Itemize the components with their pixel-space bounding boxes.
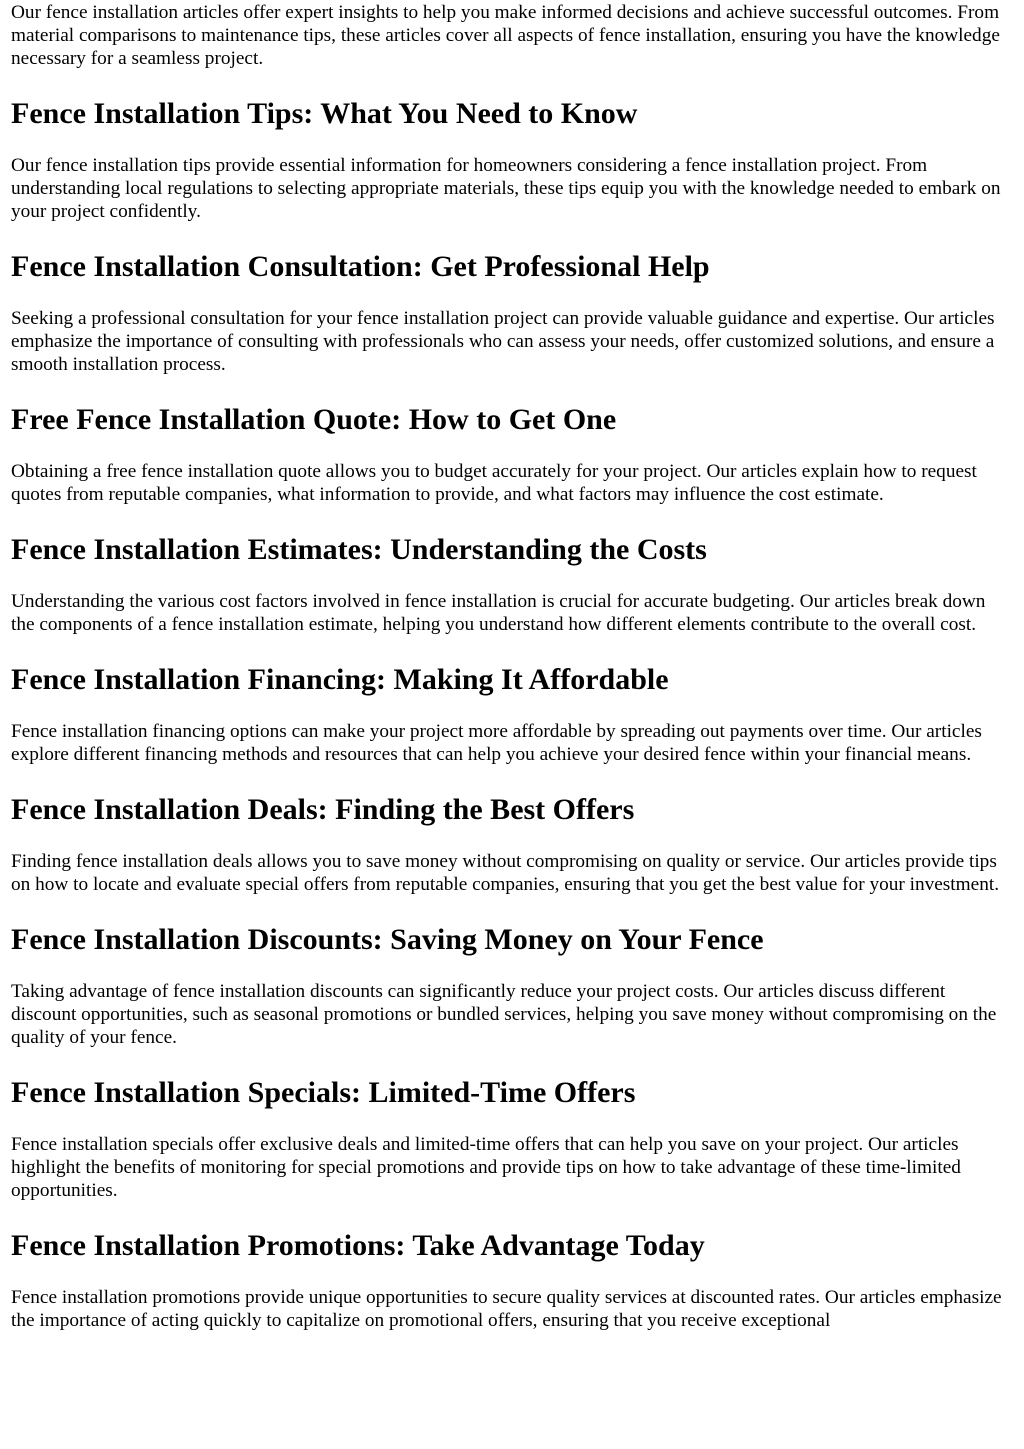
- section-body: Fence installation financing options can make your project more affordable by spreading out payments over time. Our articles explore different financing methods and resources that can help you achieve your desired fence within your financial means.: [11, 721, 982, 765]
- section-estimates: [11, 533, 1011, 636]
- section-free-quote: [11, 403, 1011, 506]
- section-tips: [11, 97, 1011, 223]
- section-heading: Fence Installation Deals: Finding the Best Offers: [11, 793, 635, 826]
- section-heading: Free Fence Installation Quote: How to Get One: [11, 403, 617, 436]
- article-page: [11, 1, 1011, 1332]
- section-heading: Fence Installation Promotions: Take Advantage Today: [11, 1229, 705, 1262]
- section-body: Seeking a professional consultation for your fence installation project can provide valuable guidance and expertise. Our articles emphasize the importance of consulting with professionals who can assess your needs, offer customized solutions, and ensure a smooth installation process.: [11, 308, 995, 375]
- section-deals: [11, 793, 1011, 896]
- section-consultation: [11, 250, 1011, 376]
- section-body: Understanding the various cost factors involved in fence installation is crucial for accurate budgeting. Our articles break down the components of a fence installation estimate, helping you understand how different elements contribute to the overall cost.: [11, 591, 986, 635]
- section-promotions: [11, 1229, 1011, 1332]
- section-heading: Fence Installation Financing: Making It Affordable: [11, 663, 669, 696]
- section-body: Our fence installation tips provide essential information for homeowners considering a fence installation project. From understanding local regulations to selecting appropriate materials, these tips equip you with the knowledge needed to embark on your project confidently.: [11, 155, 1001, 222]
- intro-paragraph: Our fence installation articles offer expert insights to help you make informed decisions and achieve successful outcomes. From material comparisons to maintenance tips, these articles cover all aspects of fence installation, ensuring you have the knowledge necessary for a seamless project.: [11, 2, 1000, 69]
- section-body: Finding fence installation deals allows you to save money without compromising on quality or service. Our articles provide tips on how to locate and evaluate special offers from reputable companies, ensuring that you get the best value for your investment.: [11, 851, 1000, 895]
- section-heading: Fence Installation Discounts: Saving Money on Your Fence: [11, 923, 764, 956]
- section-body: Fence installation specials offer exclusive deals and limited-time offers that can help you save on your project. Our articles highlight the benefits of monitoring for special promotions and provide tips on how to take advantage of these time-limited opportunities.: [11, 1134, 961, 1201]
- section-discounts: [11, 923, 1011, 1049]
- section-heading: Fence Installation Specials: Limited-Time Offers: [11, 1076, 636, 1109]
- section-body: Fence installation promotions provide unique opportunities to secure quality services at discounted rates. Our articles emphasize the importance of acting quickly to capitalize on promotional offers, ensuring that you receive exceptional: [11, 1287, 1002, 1331]
- section-heading: Fence Installation Consultation: Get Professional Help: [11, 250, 710, 283]
- section-financing: [11, 663, 1011, 766]
- section-body: Taking advantage of fence installation discounts can significantly reduce your project costs. Our articles discuss different discount opportunities, such as seasonal promotions or bundled services, helping you save money without compromising on the quality of your fence.: [11, 981, 997, 1048]
- section-body: Obtaining a free fence installation quote allows you to budget accurately for your project. Our articles explain how to request quotes from reputable companies, what information to provide, and what factors may influence the cost estimate.: [11, 461, 977, 505]
- section-heading: Fence Installation Tips: What You Need to Know: [11, 97, 638, 130]
- section-specials: [11, 1076, 1011, 1202]
- section-heading: Fence Installation Estimates: Understanding the Costs: [11, 533, 707, 566]
